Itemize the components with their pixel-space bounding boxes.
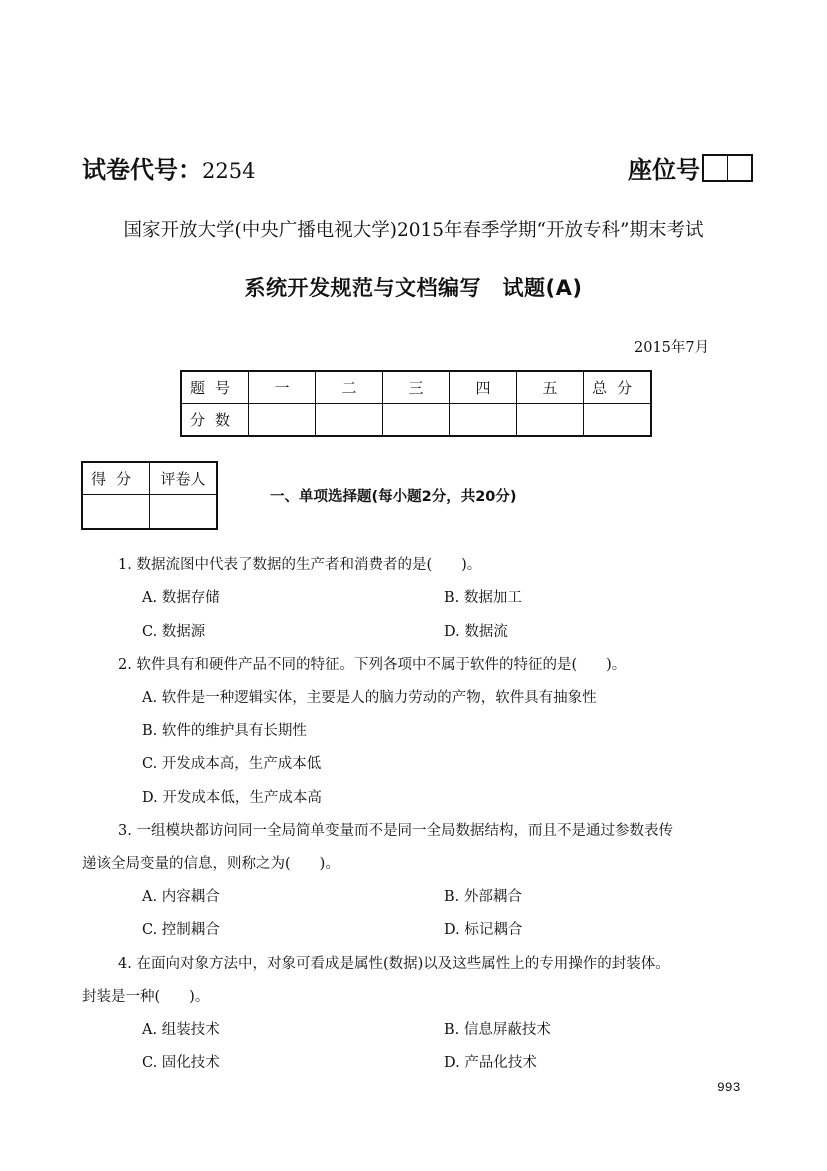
grader-entry-cell — [82, 495, 150, 530]
grader-table — [81, 461, 218, 530]
question-option: D. 开发成本低，生产成本高 — [142, 790, 322, 806]
score-entry-cell — [383, 404, 450, 437]
score-table-cell: 一 — [249, 371, 316, 404]
score-table-cell: 题号 — [181, 371, 249, 404]
exam-date: 2015年7月 — [634, 340, 710, 356]
question-option: B. 信息屏蔽技术 — [444, 1022, 551, 1038]
question-option: C. 固化技术 — [142, 1055, 220, 1071]
score-table-cell: 二 — [316, 371, 383, 404]
seat-number-boxes — [702, 154, 753, 182]
question-stem: 3. 一组模块都访问同一全局简单变量而不是同一全局数据结构，而且不是通过参数表传 — [118, 823, 673, 839]
grader-score-label: 得分 — [82, 462, 150, 495]
question-option: A. 内容耦合 — [142, 889, 220, 905]
exam-code — [82, 150, 255, 185]
score-entry-cell — [249, 404, 316, 437]
score-table-cell: 五 — [517, 371, 584, 404]
seat-number — [628, 150, 753, 185]
question-option: D. 标记耦合 — [444, 922, 523, 938]
question-option: C. 控制耦合 — [142, 922, 220, 938]
question-option: C. 开发成本高，生产成本低 — [142, 756, 322, 772]
question-option: A. 软件是一种逻辑实体，主要是人的脑力劳动的产物，软件具有抽象性 — [142, 690, 597, 706]
grader-name-label: 评卷人 — [150, 462, 218, 495]
question-stem: 2. 软件具有和硬件产品不同的特征。下列各项中不属于软件的特征的是( )。 — [118, 657, 627, 673]
exam-title: 系统开发规范与文档编写 试题(A) — [244, 276, 583, 300]
score-entry-cell — [584, 404, 652, 437]
grader-entry-cell — [150, 495, 218, 530]
grader-table-entry-row — [82, 495, 217, 530]
question-stem-continued: 递该全局变量的信息，则称之为( )。 — [82, 856, 340, 872]
question-option: D. 产品化技术 — [444, 1055, 537, 1071]
score-entry-cell — [316, 404, 383, 437]
exam-code-number: 2254 — [202, 159, 256, 183]
question-stem: 4. 在面向对象方法中，对象可看成是属性(数据)以及这些属性上的专用操作的封装体。 — [118, 956, 670, 972]
question-option: D. 数据流 — [444, 624, 508, 640]
score-table-cell: 分数 — [181, 404, 249, 437]
seat-number-label: 座位号 — [628, 156, 700, 184]
question-stem: 1. 数据流图中代表了数据的生产者和消费者的是( )。 — [118, 557, 482, 573]
seat-box — [727, 156, 751, 180]
score-table-cell: 三 — [383, 371, 450, 404]
score-entry-cell — [450, 404, 517, 437]
section-title: 一、单项选择题(每小题2分，共20分) — [270, 489, 517, 505]
question-option: B. 软件的维护具有长期性 — [142, 723, 307, 739]
question-option: A. 数据存储 — [142, 590, 220, 606]
question-option: C. 数据源 — [142, 624, 206, 640]
question-stem-continued: 封装是一种( )。 — [82, 989, 210, 1005]
grader-table-header-row — [82, 462, 217, 495]
page-number: 993 — [717, 1080, 741, 1095]
exam-code-label: 试卷代号： — [82, 156, 202, 184]
question-option: A. 组装技术 — [142, 1022, 220, 1038]
question-option: B. 外部耦合 — [444, 889, 522, 905]
seat-box — [704, 156, 727, 180]
score-table — [180, 370, 652, 437]
university-line: 国家开放大学(中央广播电视大学)2015年春季学期“开放专科”期末考试 — [123, 220, 704, 241]
score-table-cell: 总分 — [584, 371, 652, 404]
score-entry-cell — [517, 404, 584, 437]
score-table-header-row — [181, 371, 651, 404]
question-option: B. 数据加工 — [444, 590, 522, 606]
score-table-cell: 四 — [450, 371, 517, 404]
score-table-score-row — [181, 404, 651, 437]
